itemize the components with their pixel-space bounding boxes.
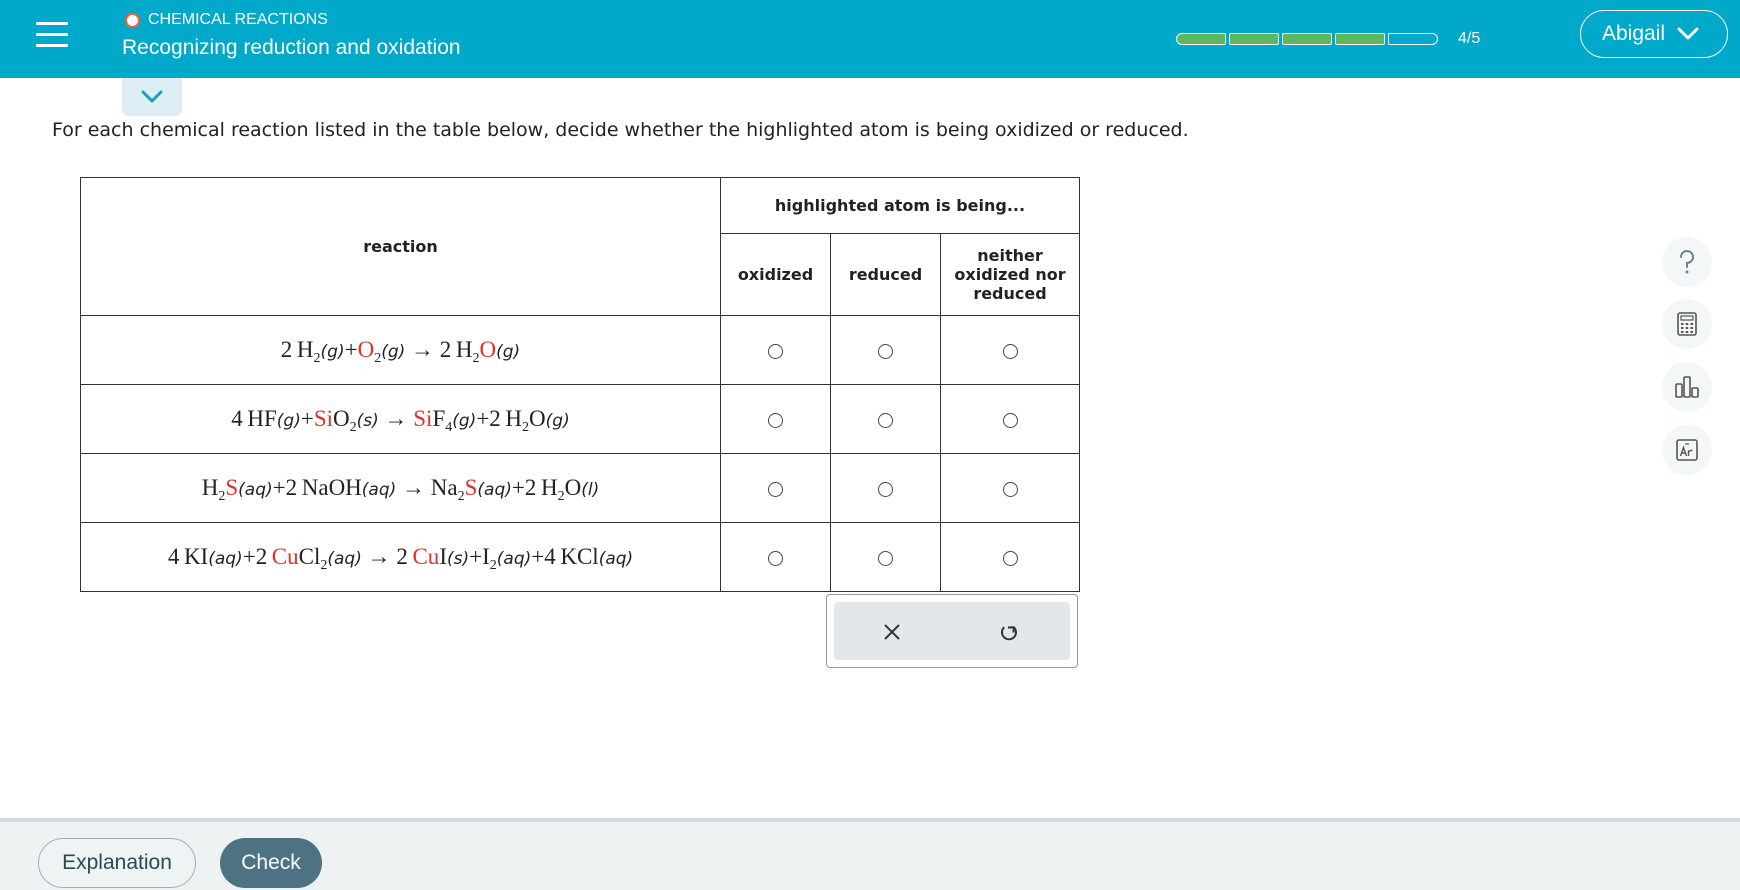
radio-reduced[interactable] [878, 551, 893, 566]
state: (s) [446, 549, 470, 569]
table-row [81, 385, 1080, 454]
subscript: 2 [313, 351, 321, 366]
coefficient: 4 [544, 544, 556, 569]
answer-cell [941, 454, 1080, 523]
col-neither-line: oxidized nor [954, 265, 1066, 284]
coefficient: 2 [280, 337, 293, 362]
arrow: → [367, 544, 391, 569]
state: (g) [496, 342, 521, 362]
check-button[interactable]: Check [220, 838, 322, 888]
element: KCl [560, 544, 599, 569]
coefficient: 4 [167, 544, 180, 569]
answer-cell [941, 523, 1080, 592]
state: (aq) [496, 549, 532, 569]
reaction-equation [81, 385, 721, 454]
highlighted-atom: S [225, 475, 239, 500]
highlighted-atom: Si [313, 406, 334, 431]
highlighted-atom: Cu [271, 544, 299, 569]
col-reduced-header: reduced [831, 234, 941, 316]
answer-cell [831, 454, 941, 523]
coefficient: 2 [524, 475, 537, 500]
element: I [482, 544, 490, 569]
answer-cell [831, 385, 941, 454]
subscript: 2 [457, 489, 465, 504]
col-neither-header [941, 234, 1080, 316]
state: (aq) [238, 480, 273, 500]
operator: + [272, 475, 286, 500]
arrow: → [384, 406, 408, 431]
progress-segment-filled [1176, 33, 1226, 45]
col-neither-line: reduced [973, 284, 1047, 303]
subscript: 2 [374, 351, 382, 366]
element: O [529, 406, 546, 431]
element: F [432, 406, 446, 431]
state: (g) [545, 411, 570, 431]
clear-button[interactable] [879, 619, 905, 645]
close-icon [883, 623, 901, 641]
state: (aq) [598, 549, 634, 569]
highlighted-atom: O [479, 337, 497, 362]
operator: + [511, 475, 525, 500]
element: H [201, 475, 219, 500]
state: (g) [276, 411, 301, 431]
highlighted-atom: O [357, 337, 375, 362]
subscript: 2 [349, 420, 357, 435]
answer-actions-panel [834, 602, 1070, 660]
bar-chart-icon [1674, 375, 1700, 399]
col-oxidized-header: oxidized [721, 234, 831, 316]
radio-oxidized[interactable] [768, 482, 783, 497]
user-name: Abigail [1602, 22, 1666, 45]
radio-reduced[interactable] [878, 344, 893, 359]
answer-cell [831, 523, 941, 592]
coefficient: 2 [285, 475, 298, 500]
radio-neither[interactable] [1003, 551, 1018, 566]
state: (l) [581, 480, 600, 500]
instruction-text: For each chemical reaction listed in the table below, decide whether the highlighted atom is being oxidized or reduced. [52, 119, 1189, 141]
radio-reduced[interactable] [878, 482, 893, 497]
collapse-toggle[interactable] [122, 78, 182, 116]
table-row [81, 454, 1080, 523]
operator: + [344, 337, 358, 362]
state: (g) [320, 342, 345, 362]
calculator-button[interactable] [1662, 299, 1712, 349]
col-neither-line: neither [977, 246, 1043, 265]
reaction-equation [81, 523, 721, 592]
top-bar [0, 0, 1740, 78]
progress-segment-filled [1335, 33, 1385, 45]
arrow: → [411, 337, 435, 362]
progress-segment-filled [1282, 33, 1332, 45]
radio-neither[interactable] [1003, 482, 1018, 497]
operator: + [242, 544, 256, 569]
element: NaOH [301, 475, 362, 500]
reaction-equation [81, 454, 721, 523]
highlighted-atom: Si [413, 406, 433, 431]
user-menu-button[interactable] [1580, 10, 1728, 58]
element: O [564, 475, 582, 500]
table-row [81, 523, 1080, 592]
explanation-button[interactable]: Explanation [38, 838, 196, 888]
operator: + [476, 406, 490, 431]
element: H [296, 337, 314, 362]
table-row [81, 316, 1080, 385]
state: (g) [452, 411, 477, 431]
answer-cell [721, 316, 831, 385]
question-icon [1677, 249, 1697, 275]
coefficient: 4 [231, 406, 243, 431]
operator: + [531, 544, 545, 569]
chevron-down-icon [140, 90, 164, 104]
element: Cl [298, 544, 321, 569]
reaction-equation [81, 316, 721, 385]
answer-actions [826, 594, 1078, 668]
radio-oxidized[interactable] [768, 413, 783, 428]
menu-icon[interactable] [36, 22, 68, 50]
coefficient: 2 [489, 406, 501, 431]
reaction-header: reaction [81, 178, 721, 316]
operator: + [469, 544, 483, 569]
answer-cell [721, 454, 831, 523]
state: (aq) [361, 480, 397, 500]
data-button[interactable] [1662, 362, 1712, 412]
coefficient: 2 [439, 337, 452, 362]
undo-icon [999, 622, 1019, 642]
topic-label [125, 11, 328, 29]
reaction-table [80, 177, 1080, 592]
progress-bar [1176, 33, 1438, 45]
arrow: → [402, 475, 426, 500]
bottom-bar [0, 818, 1740, 890]
state: (aq) [327, 549, 362, 569]
progress-segment-empty [1388, 33, 1438, 45]
coefficient: 2 [396, 544, 408, 569]
subscript: 2 [320, 558, 328, 573]
topic-status-icon [125, 13, 140, 28]
answer-cell [941, 316, 1080, 385]
element: HF [247, 406, 277, 431]
element: I [439, 544, 447, 569]
page-title: Recognizing reduction and oxidation [122, 36, 461, 59]
help-button[interactable] [1662, 237, 1712, 287]
group-header: highlighted atom is being... [721, 178, 1080, 234]
radio-oxidized[interactable] [768, 344, 783, 359]
undo-button[interactable] [996, 619, 1022, 645]
element: KI [183, 544, 209, 569]
subscript: 2 [489, 558, 497, 573]
progress-label: 4/5 [1458, 30, 1481, 47]
periodic-table-button[interactable] [1662, 425, 1712, 475]
subscript: 4 [445, 420, 453, 435]
radio-neither[interactable] [1003, 344, 1018, 359]
subscript: 2 [218, 489, 226, 504]
periodic-element-icon [1676, 439, 1698, 461]
subscript: 2 [522, 420, 530, 435]
state: (aq) [477, 480, 512, 500]
subscript: 2 [472, 351, 480, 366]
answer-cell [831, 316, 941, 385]
element: H [455, 337, 473, 362]
operator: + [300, 406, 314, 431]
radio-oxidized[interactable] [768, 551, 783, 566]
state: (s) [356, 411, 379, 431]
highlighted-atom: Cu [412, 544, 440, 569]
subscript: 2 [557, 489, 565, 504]
state: (g) [381, 342, 406, 362]
element: H [505, 406, 523, 431]
answer-cell [721, 385, 831, 454]
answer-cell [721, 523, 831, 592]
chevron-down-icon [1677, 27, 1699, 41]
coefficient: 2 [255, 544, 268, 569]
highlighted-atom: S [464, 475, 478, 500]
calculator-icon [1677, 312, 1697, 336]
radio-reduced[interactable] [878, 413, 893, 428]
answer-cell [941, 385, 1080, 454]
element: O [333, 406, 350, 431]
progress-segment-filled [1229, 33, 1279, 45]
radio-neither[interactable] [1003, 413, 1018, 428]
state: (aq) [208, 549, 243, 569]
topic-text: CHEMICAL REACTIONS [148, 11, 328, 28]
element: Na [430, 475, 458, 500]
element: H [540, 475, 558, 500]
